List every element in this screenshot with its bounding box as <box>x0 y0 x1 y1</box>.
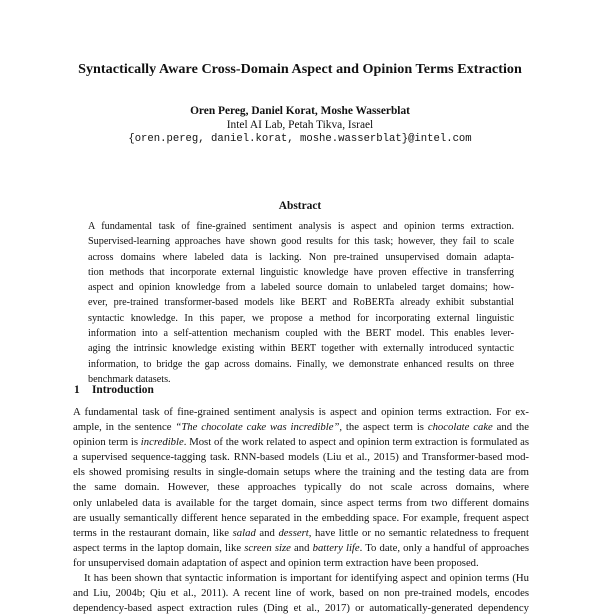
paper-authors: Oren Pereg, Daniel Korat, Moshe Wasserblat <box>190 105 410 117</box>
abstract-line: A fundamental task of fine-grained sentiment analysis is aspect and opinion terms extraction. <box>88 221 514 232</box>
intro-line: a supervised sequence-tagging task. RNN-based models (Liu et al., 2015) and Transformer-based mod- <box>73 451 529 464</box>
intro-line: are usually semantically different hence separated in the embedding space. For example, frequent aspect <box>73 511 529 524</box>
abstract-line: Supervised-learning approaches have shown good results for this task; however, they fail to scale <box>88 236 514 248</box>
intro-line: for unsupervised domain adaptation of aspect and opinion term extraction have been proposed. <box>73 556 479 569</box>
paper-title: Syntactically Aware Cross-Domain Aspect and Opinion Terms Extraction <box>78 61 522 77</box>
abstract-line: tion methods that incorporate external linguistic knowledge have proven effective in transferring <box>88 266 514 278</box>
introduction-body <box>73 405 529 616</box>
example-sentence: “The chocolate cake was incredible” <box>175 421 340 434</box>
paper-affiliation: Intel AI Lab, Petah Tikva, Israel <box>226 119 374 131</box>
intro-line: opinion term is incredible. Most of the work related to aspect and opinion term extraction is formulated as <box>73 436 530 449</box>
abstract-line: information into a self-attention mechanism coupled with the BERT model. This enables lever- <box>88 328 514 340</box>
aspect-term: chocolate cake <box>427 421 493 434</box>
intro-line: aspect terms in the laptop domain, like screen size and battery life. To date, only a handful of approaches <box>73 541 530 554</box>
intro-line: the same domain. However, these approaches typically do not scale across domains, where <box>73 481 529 494</box>
opinion-term: incredible <box>140 436 184 449</box>
section-heading-introduction <box>74 384 154 396</box>
intro-line: A fundamental task of fine-grained sentiment analysis is aspect and opinion terms extraction. For ex- <box>73 406 529 418</box>
abstract-heading: Abstract <box>278 200 322 212</box>
intro-line: dependency-based aspect extraction rules (Ding et al., 2017) or automatically-generated dependency <box>73 602 529 615</box>
paper-emails: {oren.pereg, daniel.korat, moshe.wasserblat}@intel.com <box>128 133 472 145</box>
abstract-line: information, to bridge the gap across domains. Finally, we demonstrate enhanced results on three <box>88 358 514 370</box>
abstract-line: aging the intrinsic knowledge existing within BERT together with externally introduced syntactic <box>88 343 514 355</box>
intro-line: It has been shown that syntactic information is important for identifying aspect and opinion terms (Hu <box>84 572 529 585</box>
abstract-line: ever, pre-trained transformer-based models like BERT and RoBERTa already exhibit substantial <box>88 297 514 309</box>
intro-line: terms in the restaurant domain, like salad and dessert, have little or no semantic relatedness to frequent <box>73 526 529 539</box>
intro-line: and Liu, 2004b; Qiu et al., 2011). A recent line of work, based on non pre-trained models, encodes <box>73 587 529 600</box>
section-number: 1 <box>74 384 80 396</box>
abstract-line: aspect and opinion knowledge from a labeled source domain to unlabeled target domains; how- <box>88 282 514 294</box>
intro-line: ample, in the sentence “The chocolate cake was incredible”, the aspect term is chocolate cake and the <box>73 421 530 434</box>
section-title: Introduction <box>92 384 154 396</box>
abstract-line: benchmark datasets. <box>88 373 171 385</box>
intro-line: only unlabeled data is available for the target domain, since aspect terms from two different domains <box>73 496 529 509</box>
abstract-body <box>88 219 514 387</box>
intro-line: els showed promising results in single-domain setups where the training and the testing data are from <box>73 466 529 479</box>
abstract-line: across domains where labeled data is lacking. Non pre-trained unsupervised domain adapta- <box>88 251 514 263</box>
abstract-line: syntactic knowledge. In this paper, we propose a method for incorporating external linguistic <box>88 312 514 324</box>
